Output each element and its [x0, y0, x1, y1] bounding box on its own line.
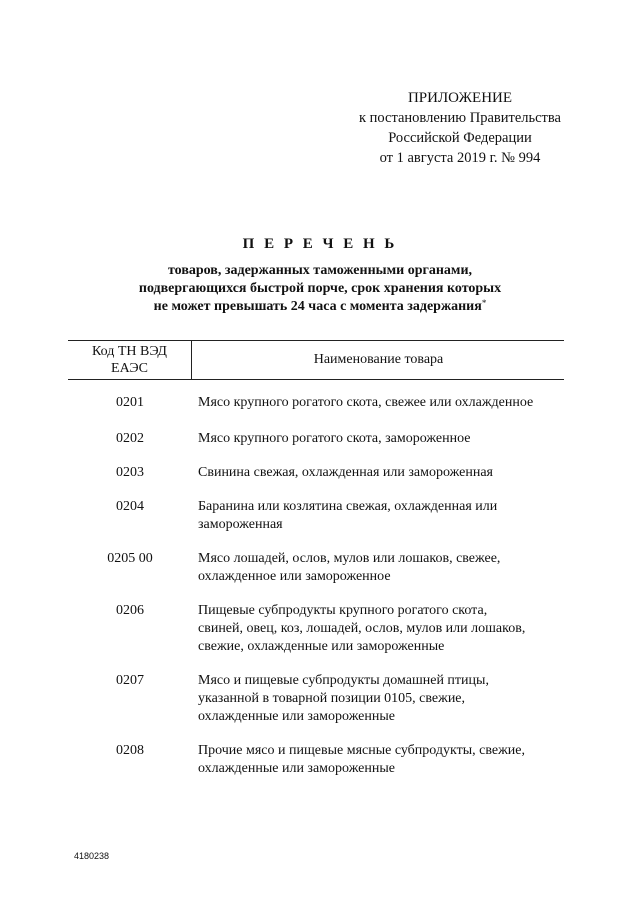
row-name-line: замороженная	[198, 517, 283, 532]
document-subtitle	[90, 262, 550, 316]
appendix-line-federation: Российской Федерации	[388, 130, 532, 146]
appendix-line-date: от 1 августа 2019 г. № 994	[379, 150, 541, 166]
row-name-line: Свинина свежая, охлажденная или замороженная	[198, 465, 493, 480]
row-name-line: Мясо крупного рогатого скота, свежее или охлажденное	[198, 395, 534, 410]
document-title: П Е Р Е Ч Е Н Ь	[242, 236, 398, 252]
row-name-line: указанной в товарной позиции 0105, свежие,	[198, 691, 466, 706]
subtitle-line-1: товаров, задержанных таможенными органами,	[167, 263, 473, 278]
row-code: 0203	[116, 465, 144, 480]
row-name-line: Мясо крупного рогатого скота, замороженное	[198, 431, 471, 446]
subtitle-line-3-text: не может превышать 24 часа с момента задержания	[153, 299, 482, 314]
row-name-line: Мясо и пищевые субпродукты домашней птицы,	[198, 673, 489, 688]
column-header-code	[68, 341, 192, 379]
row-code: 0207	[116, 673, 144, 688]
appendix-block	[340, 88, 580, 168]
row-name-line: свежие, охлажденные или замороженные	[198, 639, 445, 654]
row-name-line: Прочие мясо и пищевые мясные субпродукты, свежие,	[198, 743, 525, 758]
appendix-line-resolution: к постановлению Правительства	[359, 110, 561, 126]
row-name-line: охлажденные или замороженные	[198, 709, 395, 724]
row-name-line: охлажденные или замороженные	[198, 761, 395, 776]
row-code: 0206	[116, 603, 144, 618]
row-name-line: Мясо лошадей, ослов, мулов или лошаков, свежее,	[198, 551, 501, 566]
row-name	[198, 394, 568, 412]
appendix-heading: ПРИЛОЖЕНИЕ	[407, 90, 513, 106]
row-name	[198, 464, 568, 482]
subtitle-line-2: подвергающихся быстрой порче, срок хранения которых	[138, 281, 502, 296]
row-name-line: Пищевые субпродукты крупного рогатого скота,	[198, 603, 488, 618]
row-name	[198, 742, 568, 778]
column-header-code-line-2: ЕАЭС	[111, 361, 148, 376]
row-code: 0204	[116, 499, 144, 514]
row-name-line: охлажденное или замороженное	[198, 569, 391, 584]
row-code: 0208	[116, 743, 144, 758]
row-name	[198, 550, 568, 586]
row-code: 0205 00	[107, 551, 153, 566]
column-header-name: Наименование товара	[313, 352, 444, 367]
table-header	[68, 340, 564, 380]
row-name-line: свиней, овец, коз, лошадей, ослов, мулов или лошаков,	[198, 621, 526, 636]
footnote-mark: *	[481, 298, 487, 308]
row-name	[198, 498, 568, 534]
column-header-code-line-1: Код ТН ВЭД	[92, 344, 167, 359]
row-name	[198, 602, 568, 656]
row-code: 0202	[116, 431, 144, 446]
row-code: 0201	[116, 395, 144, 410]
row-name	[198, 430, 568, 448]
subtitle-line-3	[90, 298, 550, 316]
document-id: 4180238	[74, 851, 110, 861]
row-name	[198, 672, 568, 726]
row-name-line: Баранина или козлятина свежая, охлажденная или	[198, 499, 498, 514]
